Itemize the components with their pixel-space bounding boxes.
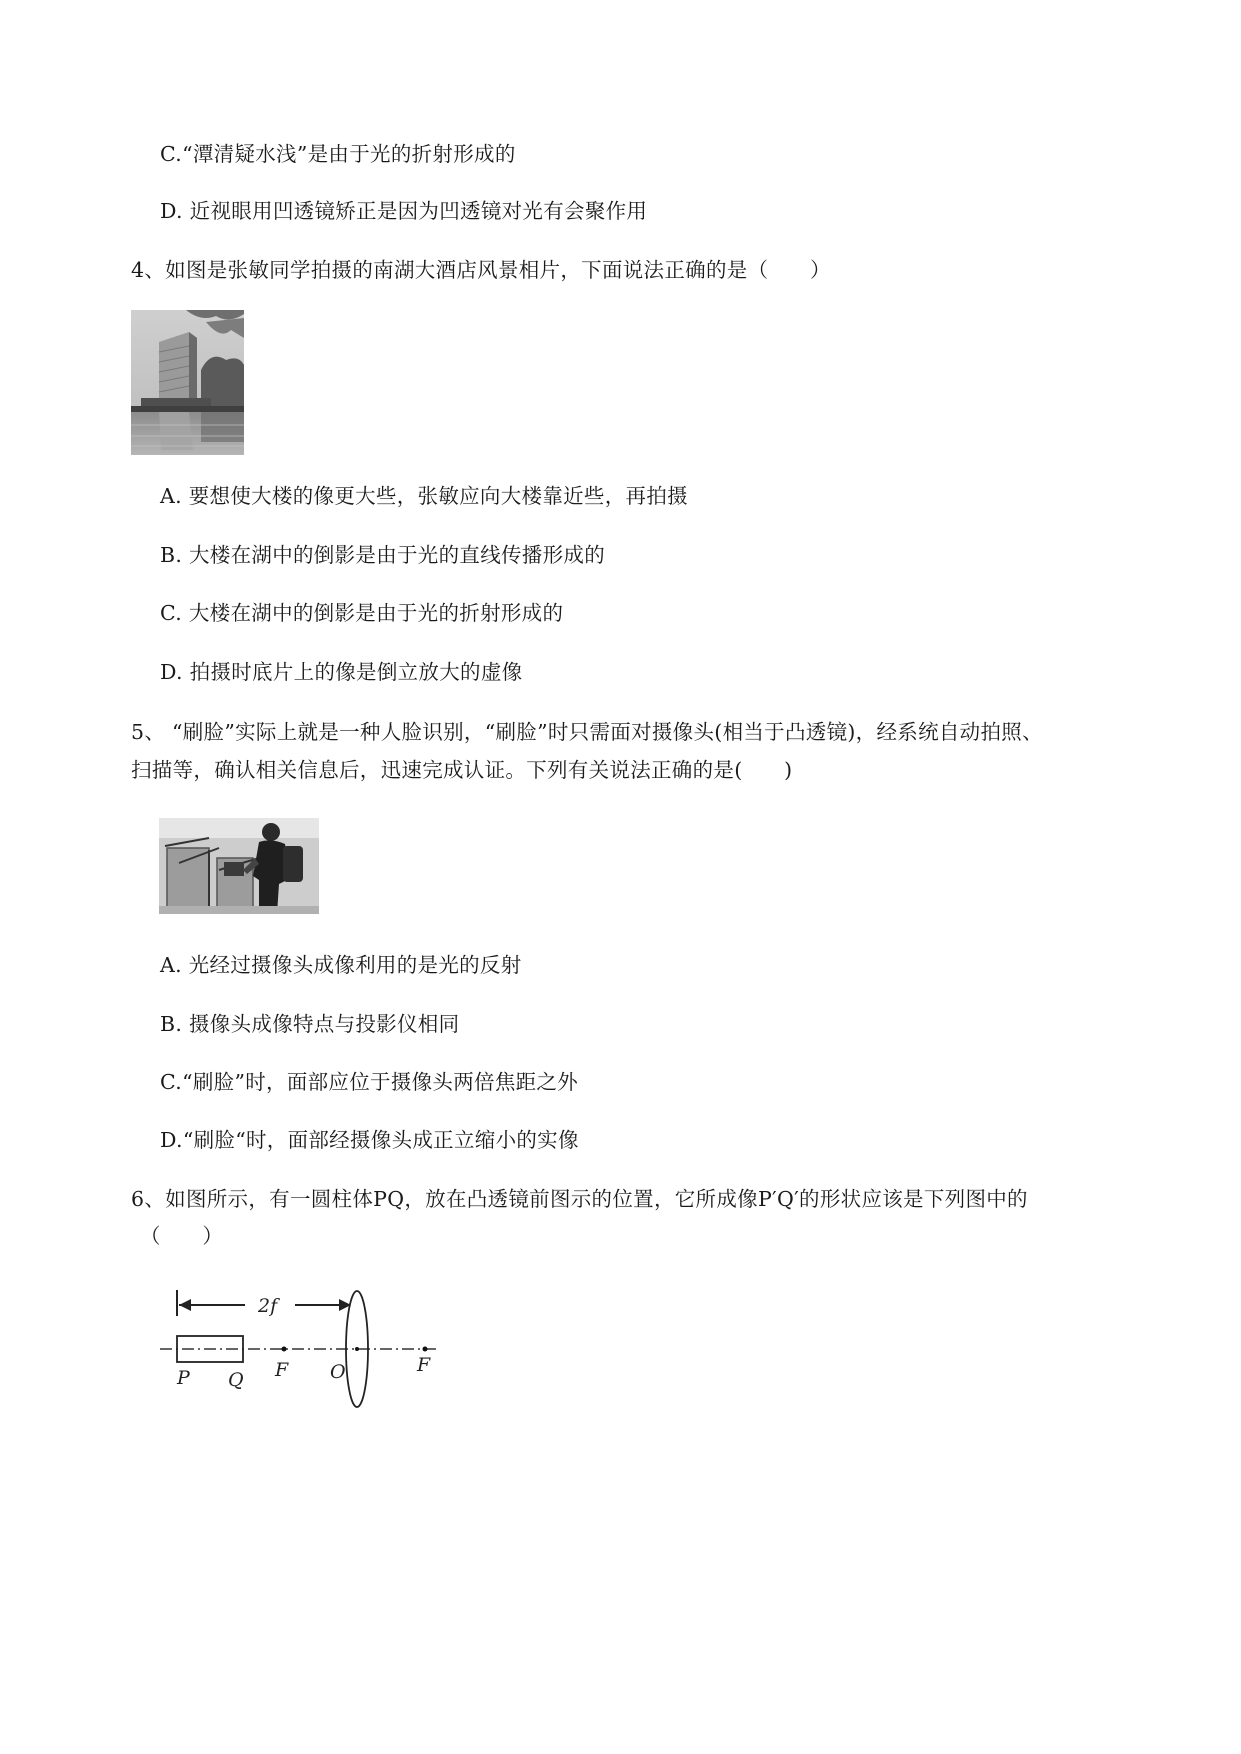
lens-diagram <box>155 1280 445 1415</box>
q3-option-c: C.“潭清疑水浅”是由于光的折射形成的 <box>160 142 516 166</box>
label-2f: 2f <box>258 1295 278 1317</box>
label-f-right: F <box>417 1354 431 1376</box>
q4-option-c: C. 大楼在湖中的倒影是由于光的折射形成的 <box>160 601 564 625</box>
q5-option-d: D.“刷脸“时，面部经摄像头成正立缩小的实像 <box>160 1128 579 1152</box>
q4-stem: 4、如图是张敏同学拍摄的南湖大酒店风景相片，下面说法正确的是（ ） <box>131 258 831 282</box>
q4-option-b: B. 大楼在湖中的倒影是由于光的直线传播形成的 <box>160 543 605 567</box>
q5-option-c: C.“刷脸”时，面部应位于摄像头两倍焦距之外 <box>160 1070 579 1094</box>
q4-option-a: A. 要想使大楼的像更大些，张敏应向大楼靠近些，再拍摄 <box>160 484 688 508</box>
label-q: Q <box>228 1369 244 1391</box>
focal-point-right <box>423 1347 428 1352</box>
q6-stem-line2: （ ） <box>140 1224 224 1248</box>
q5-option-a: A. 光经过摄像头成像利用的是光的反射 <box>160 953 522 977</box>
q4-option-d: D. 拍摄时底片上的像是倒立放大的虚像 <box>160 660 523 684</box>
focal-point-left <box>282 1347 287 1352</box>
label-p: P <box>177 1367 190 1389</box>
q3-option-d: D. 近视眼用凹透镜矫正是因为凹透镜对光有会聚作用 <box>160 199 648 223</box>
label-f-left: F <box>275 1359 289 1381</box>
arrow-left-head <box>179 1299 191 1311</box>
q5-option-b: B. 摄像头成像特点与投影仪相同 <box>160 1012 460 1036</box>
q6-stem-line1: 6、如图所示，有一圆柱体PQ，放在凸透镜前图示的位置，它所成像P′Q′的形状应该是下列图中的 <box>131 1187 1028 1211</box>
optical-center <box>355 1347 359 1351</box>
q5-stem-line1: 5、 “刷脸”实际上就是一种人脸识别，“刷脸”时只需面对摄像头(相当于凸透镜)，经系统自动拍照、 <box>131 720 1043 744</box>
label-o: O <box>330 1361 346 1383</box>
q5-stem-line2: 扫描等，确认相关信息后，迅速完成认证。下列有关说法正确的是( ) <box>131 758 793 782</box>
face-scan-photo <box>159 818 319 914</box>
hotel-photo <box>131 310 244 455</box>
